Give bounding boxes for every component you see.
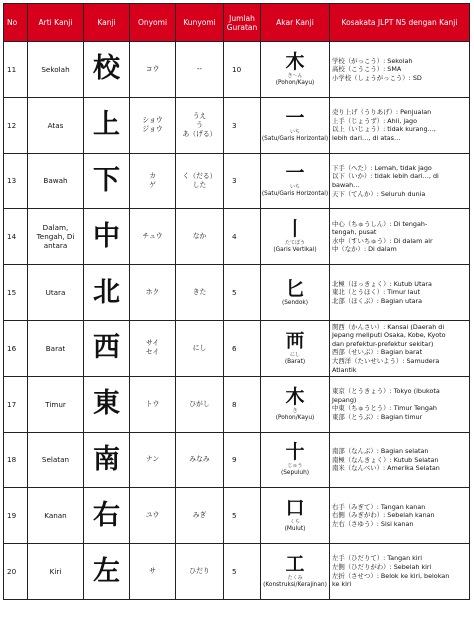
vocabulary-item: 大西洋（たいせいよう）: Samudera [332, 356, 440, 365]
radical-meaning: (Sendok) [281, 299, 309, 306]
row-number: 15 [4, 265, 28, 321]
kanji-character: 右 [84, 488, 130, 544]
kanji-character: 校 [84, 42, 130, 98]
stroke-count: 5 [224, 265, 261, 321]
kunyomi-line: みぎ [192, 511, 207, 520]
row-number: 13 [4, 153, 28, 209]
onyomi-line: サイ [145, 339, 160, 348]
radical-reading: じゅう [287, 463, 303, 470]
radical-character: 口 [285, 497, 305, 520]
radical-cell [261, 432, 330, 488]
onyomi-line: セイ [145, 348, 160, 357]
vocabulary-item: 中心（ちゅうしん）: Di tengah- [332, 219, 428, 228]
onyomi-line: ジョウ [142, 125, 163, 134]
kunyomi-reading [176, 153, 224, 209]
vocabulary-item: dan prefektur-prefektur sekitar) [332, 339, 434, 348]
radical-reading: いち [289, 184, 300, 191]
vocabulary-item: 売り上げ（うりあげ）: Penjualan [332, 108, 432, 116]
radical-meaning: (Pohon/Kayu) [275, 414, 315, 421]
table-row [4, 42, 470, 98]
radical-meaning: (Sepuluh) [280, 470, 310, 477]
stroke-count: 5 [224, 544, 261, 600]
kunyomi-line: きた [192, 288, 207, 297]
radical-cell [261, 376, 330, 432]
radical-cell [261, 97, 330, 153]
kunyomi-line: うえ [192, 111, 207, 120]
row-number: 16 [4, 320, 28, 376]
radical-reading: にし [289, 351, 300, 358]
vocabulary-item: 南部（なんぶ）: Bagian selatan [332, 447, 429, 456]
kunyomi-line: あ（げる） [182, 129, 217, 138]
radical-cell [261, 320, 330, 376]
kanji-character: 中 [84, 209, 130, 265]
vocabulary-item: 左右（さゆう）: Sisi kanan [332, 520, 414, 529]
vocabulary-item: bawah… [332, 180, 360, 189]
vocabulary-cell [330, 153, 470, 209]
kunyomi-line: ひがし [189, 399, 210, 408]
kanji-meaning: Kiri [28, 544, 84, 600]
stroke-count: 8 [224, 376, 261, 432]
vocabulary-item: 左折（させつ）: Belok ke kiri, belokan [332, 571, 450, 580]
table-row [4, 153, 470, 209]
header-kanji: Kanji [84, 4, 130, 42]
table-row [4, 544, 470, 600]
kunyomi-reading [176, 544, 224, 600]
vocabulary-item: 関西（かんさい）: Kansai (Daerah di [332, 322, 445, 331]
kanji-character: 南 [84, 432, 130, 488]
row-number: 19 [4, 488, 28, 544]
onyomi-line: ホク [145, 288, 160, 297]
kunyomi-reading [176, 265, 224, 321]
kanji-character: 北 [84, 265, 130, 321]
kunyomi-line: -- [197, 64, 202, 73]
vocabulary-cell [330, 265, 470, 321]
vocabulary-item: 南極（なんきょく）: Kutub Selatan [332, 455, 439, 464]
onyomi-line: ゲ [149, 180, 156, 189]
row-number: 18 [4, 432, 28, 488]
kunyomi-reading [176, 209, 224, 265]
vocabulary-cell [330, 432, 470, 488]
vocabulary-item: 中東（ちゅうとう）: Timur Tengah [332, 404, 437, 413]
vocabulary-item: 小学校（しょうがっこう）: SD [332, 73, 422, 82]
radical-cell [261, 153, 330, 209]
onyomi-line: ユウ [145, 511, 160, 520]
kunyomi-reading [176, 376, 224, 432]
onyomi-reading [130, 544, 176, 600]
kanji-meaning: Bawah [28, 153, 84, 209]
vocabulary-item: tengah, pusat [332, 228, 377, 237]
radical-cell [261, 42, 330, 98]
kanji-meaning: Sekolah [28, 42, 84, 98]
table-body [4, 42, 470, 600]
header-kosakata: Kosakata JLPT N5 dengan Kanji [330, 4, 470, 42]
vocabulary-item: 南米（なんべい）: Amerika Selatan [332, 464, 440, 473]
header-row [4, 4, 470, 42]
onyomi-line: カ [149, 171, 156, 180]
radical-meaning: (Mulut) [284, 526, 306, 533]
onyomi-reading [130, 97, 176, 153]
vocabulary-item: 学校（がっこう）: Sekolah [332, 56, 413, 65]
kunyomi-line: ひだり [189, 567, 210, 576]
vocabulary-cell [330, 320, 470, 376]
vocabulary-item: 天下（てんか）: Seluruh dunia [332, 189, 426, 198]
vocabulary-item: 左手（ひだりて）: Tangan kiri [332, 554, 423, 563]
radical-reading: たくみ [287, 575, 303, 582]
onyomi-reading [130, 320, 176, 376]
vocabulary-item: 東部（とうぶ）: Bagian timur [332, 412, 423, 421]
kanji-character: 西 [84, 320, 130, 376]
radical-reading: くち [289, 519, 300, 526]
kanji-meaning: Utara [28, 265, 84, 321]
kunyomi-line: う [196, 120, 203, 129]
vocabulary-item: 水中（すいちゅう）: Di dalam air [332, 236, 433, 245]
header-arti-kanji: Arti Kanji [28, 4, 84, 42]
kunyomi-reading [176, 97, 224, 153]
kanji-meaning: Atas [28, 97, 84, 153]
onyomi-line: サ [149, 567, 156, 576]
radical-character: 工 [285, 553, 305, 576]
radical-meaning: (Satu/Garis Horizontal) [261, 135, 329, 142]
onyomi-line: ナン [145, 455, 160, 464]
radical-character: 木 [285, 385, 305, 408]
kanji-character: 上 [84, 97, 130, 153]
kunyomi-reading [176, 488, 224, 544]
header-onyomi: Onyomi [130, 4, 176, 42]
kanji-character: 東 [84, 376, 130, 432]
kanji-meaning: Timur [28, 376, 84, 432]
vocabulary-item: 北極（ほっきょく）: Kutub Utara [332, 279, 432, 288]
onyomi-line: チュウ [142, 232, 163, 241]
stroke-count: 3 [224, 153, 261, 209]
stroke-count: 4 [224, 209, 261, 265]
onyomi-reading [130, 209, 176, 265]
onyomi-line: ショウ [142, 116, 163, 125]
kanji-character: 下 [84, 153, 130, 209]
radical-character: 襾 [285, 329, 305, 352]
vocabulary-item: 北部（ほくぶ）: Bagian utara [332, 296, 423, 305]
kunyomi-reading [176, 42, 224, 98]
radical-reading: たてぼう [284, 240, 305, 247]
radical-character: 丨 [285, 218, 305, 241]
kunyomi-line: く（だる） [182, 171, 217, 180]
vocabulary-cell [330, 209, 470, 265]
vocabulary-item: 中（なか）: Di dalam [332, 245, 397, 254]
table-row [4, 265, 470, 321]
kunyomi-line: した [192, 180, 207, 189]
radical-character: 十 [285, 441, 305, 464]
kunyomi-line: にし [192, 343, 207, 352]
vocabulary-item: Atlantik [332, 365, 357, 374]
table-row [4, 320, 470, 376]
row-number: 20 [4, 544, 28, 600]
radical-meaning: (Pohon/Kayu) [275, 79, 315, 86]
kunyomi-reading [176, 432, 224, 488]
vocabulary-item: 東北（とうほく）: Timur laut [332, 288, 420, 297]
vocabulary-cell [330, 42, 470, 98]
header-no: No [4, 4, 28, 42]
radical-character: 一 [285, 162, 305, 185]
table-row [4, 376, 470, 432]
table-row [4, 488, 470, 544]
vocabulary-cell [330, 488, 470, 544]
kunyomi-reading [176, 320, 224, 376]
radical-character: 匕 [285, 277, 305, 300]
onyomi-line: トウ [145, 399, 160, 408]
radical-meaning: (Konstruksi/Kerajinan) [263, 582, 327, 589]
header-kunyomi: Kunyomi [176, 4, 224, 42]
stroke-count: 10 [224, 42, 261, 98]
onyomi-reading [130, 42, 176, 98]
vocabulary-cell [330, 544, 470, 600]
kanji-meaning: Kanan [28, 488, 84, 544]
kanji-table [3, 3, 470, 600]
kanji-meaning: Dalam, Tengah, Di antara [28, 209, 84, 265]
radical-character: 一 [285, 106, 305, 129]
kanji-meaning: Barat [28, 320, 84, 376]
stroke-count: 3 [224, 97, 261, 153]
onyomi-reading [130, 265, 176, 321]
vocabulary-item: ke kiri [332, 580, 352, 589]
vocabulary-item: Jepang meliputi Osaka, Kobe, Kyoto [332, 331, 446, 340]
radical-cell [261, 209, 330, 265]
onyomi-reading [130, 488, 176, 544]
row-number: 14 [4, 209, 28, 265]
onyomi-reading [130, 432, 176, 488]
radical-reading: き～ん [287, 72, 303, 79]
row-number: 12 [4, 97, 28, 153]
row-number: 11 [4, 42, 28, 98]
vocabulary-item: Jepang) [332, 395, 357, 404]
vocabulary-item: 下手（へた）: Lemah, tidak jago [332, 163, 432, 172]
kanji-meaning: Selatan [28, 432, 84, 488]
vocabulary-item: 右側（みぎがわ）: Sebelah kanan [332, 511, 435, 520]
onyomi-line: コウ [145, 64, 160, 73]
kunyomi-line: みなみ [189, 455, 210, 464]
stroke-count: 6 [224, 320, 261, 376]
table-row [4, 432, 470, 488]
radical-meaning: (Garis Vertikal) [273, 247, 317, 254]
radical-meaning: (Satu/Garis Horizontal) [261, 191, 329, 198]
table-row [4, 209, 470, 265]
vocabulary-cell [330, 376, 470, 432]
vocabulary-item: lebih dari…, di atas… [332, 133, 401, 142]
vocabulary-cell [330, 97, 470, 153]
kunyomi-line: なか [192, 232, 207, 241]
radical-cell [261, 544, 330, 600]
vocabulary-item: 左側（ひだりがわ）: Sebelah kiri [332, 562, 432, 571]
radical-character: 木 [285, 50, 305, 73]
radical-reading: いち [289, 128, 300, 135]
header-akar-kanji: Akar Kanji [261, 4, 330, 42]
vocabulary-item: 東京（とうきょう）: Tokyo (ibukota [332, 386, 440, 395]
vocabulary-item: 高校（こうこう）: SMA [332, 65, 402, 74]
stroke-count: 5 [224, 488, 261, 544]
vocabulary-item: 以下（いか）: tidak lebih dari…, di [332, 172, 439, 181]
table-row [4, 97, 470, 153]
radical-cell [261, 488, 330, 544]
radical-cell [261, 265, 330, 321]
vocabulary-item: 右手（みぎて）: Tangan kanan [332, 502, 426, 511]
stroke-count: 9 [224, 432, 261, 488]
vocabulary-item: 上手（じょうず）: Ahli, jago [332, 116, 418, 125]
kanji-character: 左 [84, 544, 130, 600]
onyomi-reading [130, 376, 176, 432]
onyomi-reading [130, 153, 176, 209]
vocabulary-item: 以上（いじょう）: tidak kurang…, [332, 125, 436, 134]
radical-meaning: (Barat) [284, 358, 306, 365]
radical-reading: き [292, 407, 298, 414]
row-number: 17 [4, 376, 28, 432]
vocabulary-item: 西部（せいぶ）: Bagian barat [332, 348, 423, 357]
header-jumlah-guratan: Jumlah Guratan [224, 4, 261, 42]
